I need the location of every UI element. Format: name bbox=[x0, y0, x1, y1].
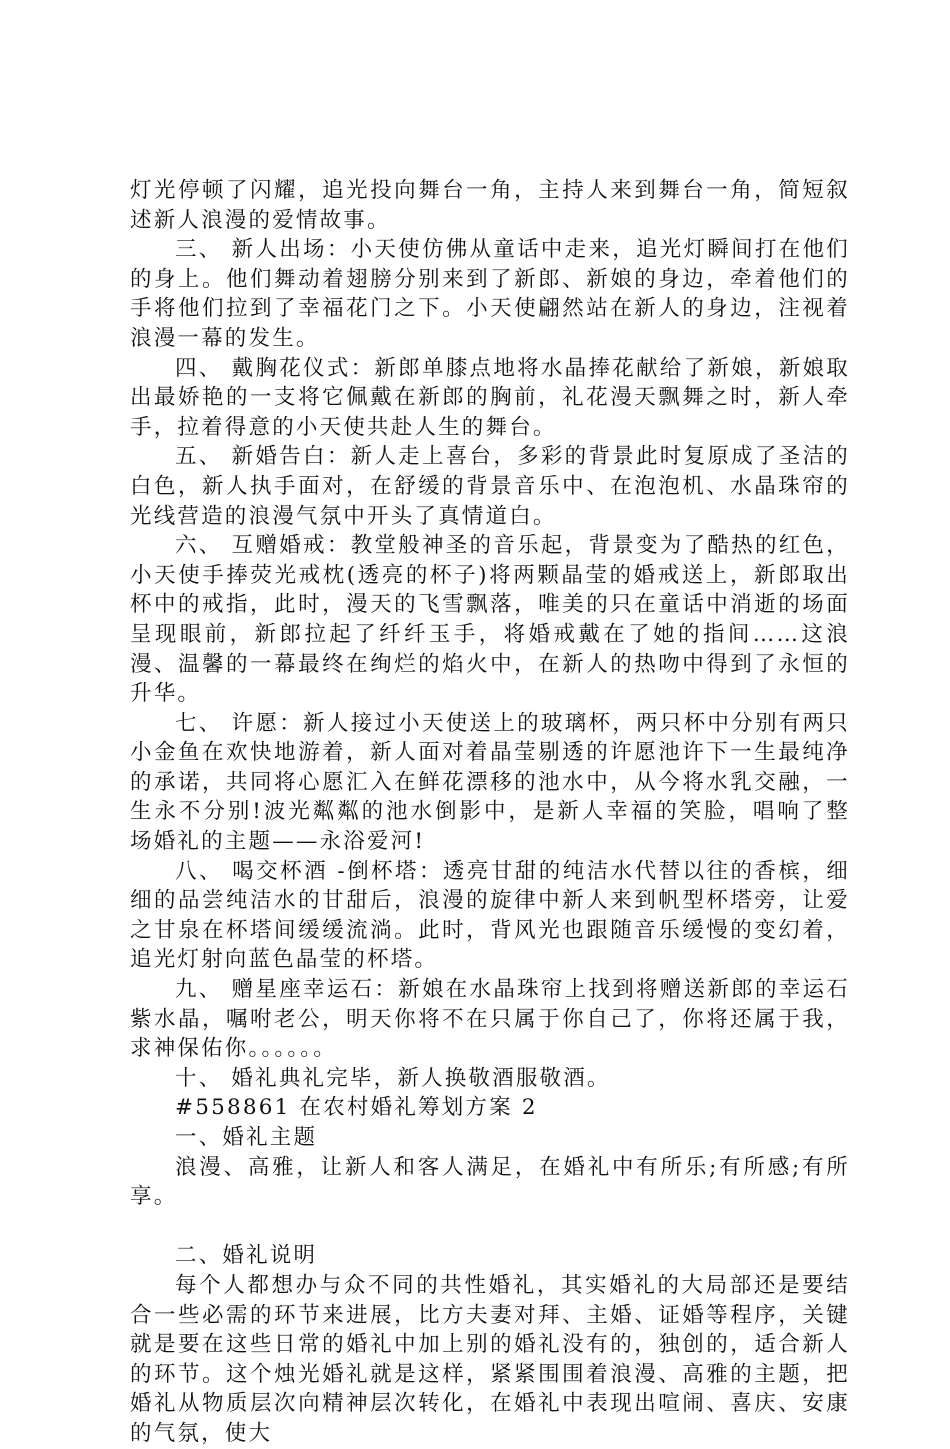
heading-wedding-theme: 一、婚礼主题 bbox=[175, 1125, 318, 1150]
paragraph-step-7-wish: 七、 许愿：新人接过小天使送上的玻璃杯，两只杯中分别有两只小金鱼在欢快地游着，新人面对着晶莹剔透的许愿池许下一生最纯净的承诺，共同将心愿汇入在鲜花漂移的池水中，从今将水乳交融，一生永不分别!波光粼粼的池水倒影中，是新人幸福的笑脸，唱响了整场婚礼的主题——永浴爱河! bbox=[130, 710, 850, 855]
paragraph-step-9-stone: 九、 赠星座幸运石：新娘在水晶珠帘上找到将赠送新郎的幸运石紫水晶，嘱咐老公，明天你将不在只属于你自己了，你将还属于我，求神保佑你。。。。。。 bbox=[130, 977, 850, 1062]
paragraph-step-8-toast: 八、 喝交杯酒 -倒杯塔：透亮甘甜的纯洁水代替以往的香槟，细细的品尝纯洁水的甘甜后，浪漫的旋律中新人来到帆型杯塔旁，让爱之甘泉在杯塔间缓缓流淌。此时，背风光也跟随音乐缓慢的变幻着，追光灯射向蓝色晶莹的杯塔。 bbox=[130, 858, 850, 973]
heading-wedding-description: 二、婚礼说明 bbox=[175, 1243, 318, 1269]
paragraph-lighting-story: 灯光停顿了闪耀，追光投向舞台一角，主持人来到舞台一角，简短叙述新人浪漫的爱情故事。 bbox=[130, 178, 850, 233]
document-body bbox=[130, 176, 850, 1449]
paragraph-wedding-theme: 浪漫、高雅，让新人和客人满足，在婚礼中有所乐;有所感;有所享。 bbox=[130, 1154, 850, 1210]
paragraph-step-5-confession: 五、 新婚告白：新人走上喜台，多彩的背景此时复原成了圣洁的白色，新人执手面对，在舒缓的背景音乐中、在泡泡机、水晶珠帘的光线营造的浪漫气氛中开头了真情道白。 bbox=[130, 444, 850, 529]
paragraph-wedding-description: 每个人都想办与众不同的共性婚礼，其实婚礼的大局部还是要结合一些必需的环节来进展，比方夫妻对拜、主婚、证婚等程序，关键就是要在这些日常的婚礼中加上别的婚礼没有的，独创的，适合新人的环节。这个烛光婚礼就是这样，紧紧围围着浪漫、高雅的主题，把婚礼从物质层次向精神层次转化，在婚礼中表现出喧闹、喜庆、安康的气氛，使大 bbox=[130, 1272, 850, 1446]
section-heading-plan-2: #558861 在农村婚礼筹划方案 2 bbox=[175, 1095, 538, 1121]
blank-line bbox=[130, 1212, 850, 1242]
paragraph-step-6-rings: 六、 互赠婚戒：教堂般神圣的音乐起，背景变为了酷热的红色，小天使手捧荧光戒枕(透亮的杯子)将两颗晶莹的婚戒送上，新郎取出杯中的戒指，此时，漫天的飞雪飘落，唯美的只在童话中消逝的场面呈现眼前，新郎拉起了纤纤玉手，将婚戒戴在了她的指间……这浪漫、温馨的一幕最终在绚烂的焰火中，在新人的热吻中得到了永恒的升华。 bbox=[130, 533, 850, 707]
paragraph-step-3-entrance: 三、 新人出场：小天使仿佛从童话中走来，追光灯瞬间打在他们的身上。他们舞动着翅膀分别来到了新郎、新娘的身边，牵着他们的手将他们拉到了幸福花门之下。小天使翩然站在新人的身边，注视着浪漫一幕的发生。 bbox=[130, 237, 850, 351]
paragraph-step-4-corsage: 四、 戴胸花仪式：新郎单膝点地将水晶捧花献给了新娘，新娘取出最娇艳的一支将它佩戴在新郎的胸前，礼花漫天飘舞之时，新人牵手，拉着得意的小天使共赴人生的舞台。 bbox=[130, 355, 850, 440]
paragraph-step-10-finish: 十、 婚礼典礼完毕，新人换敬酒服敬酒。 bbox=[175, 1065, 611, 1091]
